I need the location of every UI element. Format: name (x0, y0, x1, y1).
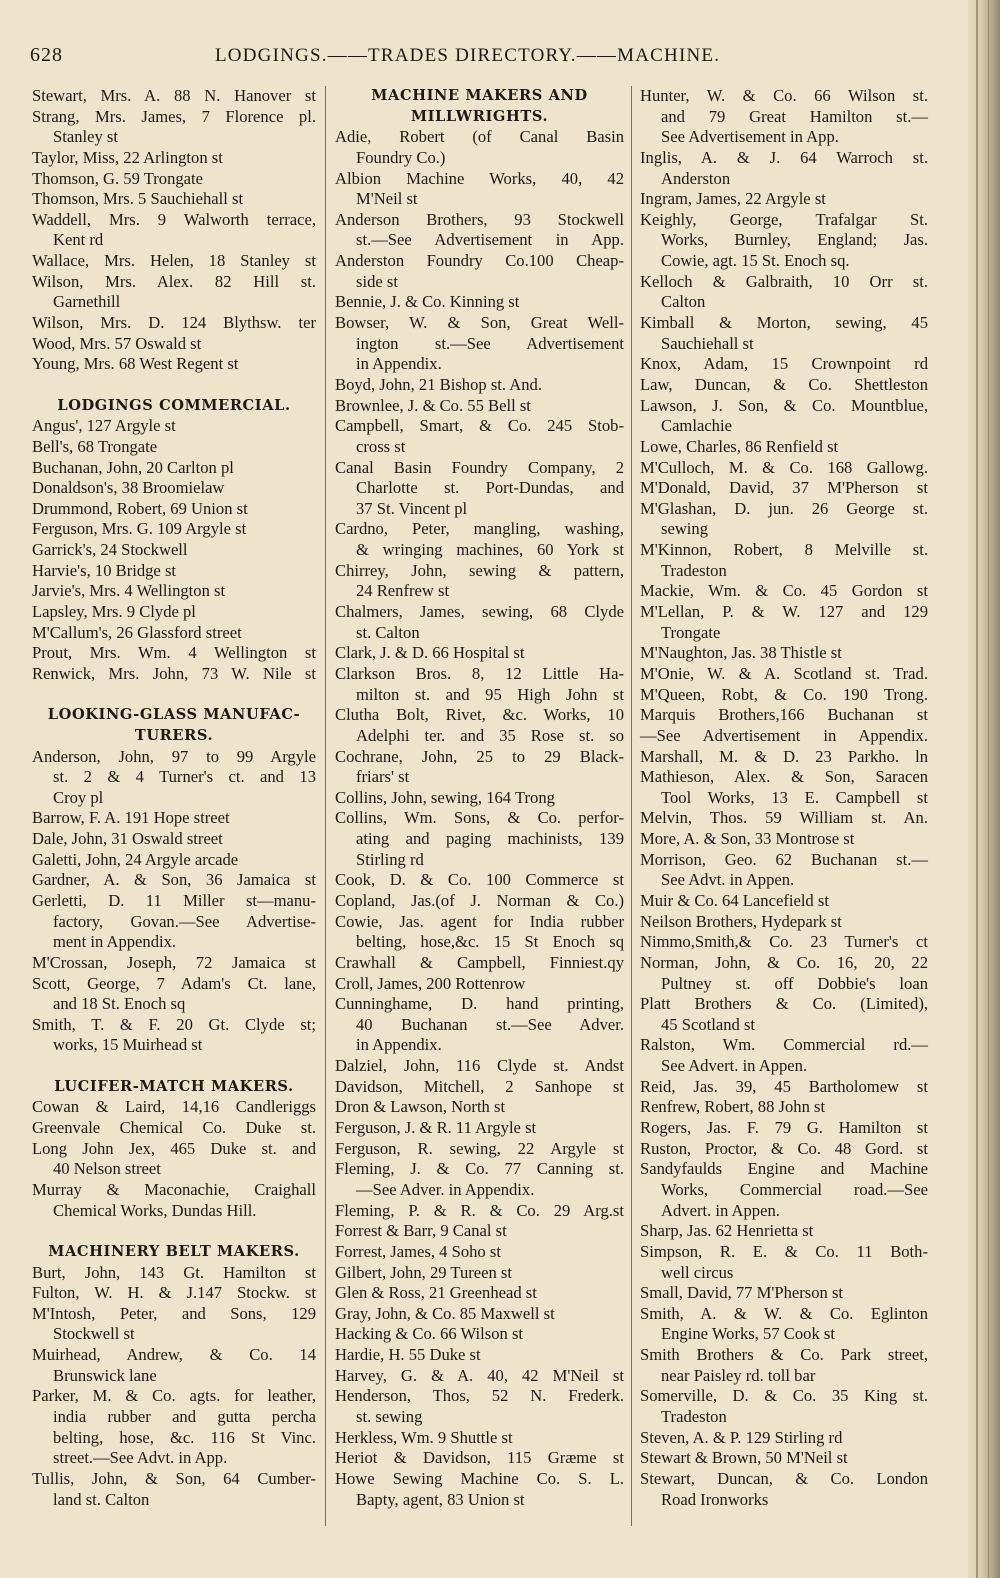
directory-entry-line: Kelloch & Galbraith, 10 Orr st. (640, 271, 928, 291)
directory-entry-line: More, A. & Son, 33 Montrose st (640, 829, 855, 849)
directory-entry-line: Charlotte st. Port-Dundas, and (356, 478, 624, 498)
directory-entry-line: 45 Scotland st (661, 1014, 756, 1034)
directory-entry-line: Lawson, J. Son, & Co. Mountblue, (640, 395, 928, 415)
directory-entry-line: Wood, Mrs. 57 Oswald st (32, 333, 202, 353)
directory-entry-line: Stewart & Brown, 50 M'Neil st (640, 1448, 848, 1468)
directory-entry-line: Neilson Brothers, Hydepark st (640, 911, 842, 931)
directory-entry-line: Sharp, Jas. 62 Henrietta st (640, 1221, 814, 1241)
directory-entry-line: st.—See Advertisement in App. (356, 230, 624, 250)
directory-entry-line: Croll, James, 200 Rottenrow (335, 973, 526, 993)
directory-entry-line: Buchanan, John, 20 Carlton pl (32, 457, 234, 477)
directory-entry-line: M'Donald, David, 37 M'Pherson st (640, 478, 928, 498)
directory-entry-line: & wringing machines, 60 York st (356, 540, 624, 560)
directory-entry-line: factory, Govan.—See Advertise- (53, 911, 316, 931)
directory-entry-line: Forrest & Barr, 9 Canal st (335, 1221, 507, 1241)
directory-entry-line: Sauchiehall st (661, 333, 754, 353)
directory-entry-line: Collins, Wm. Sons, & Co. perfor- (335, 808, 624, 828)
directory-entry-line: milton st. and 95 High John st (356, 684, 624, 704)
directory-entry-line: Platt Brothers & Co. (Limited), (640, 994, 928, 1014)
directory-entry-line: Thomson, Mrs. 5 Sauchiehall st (32, 189, 244, 209)
directory-entry-line: Mackie, Wm. & Co. 45 Gordon st (640, 581, 928, 601)
directory-entry-line: Works, Burnley, England; Jas. (661, 230, 928, 250)
directory-entry-line: Marshall, M. & D. 23 Parkho. ln (640, 746, 928, 766)
directory-entry-line: Inglis, A. & J. 64 Warroch st. (640, 147, 928, 167)
directory-entry-line: Garrick's, 24 Stockwell (32, 540, 188, 560)
directory-entry-line: Bell's, 68 Trongate (32, 436, 158, 456)
directory-entry-line: Cook, D. & Co. 100 Commerce st (335, 870, 624, 890)
directory-entry-line: M'Lellan, P. & W. 127 and 129 (640, 602, 928, 622)
directory-entry-line: Small, David, 77 M'Pherson st (640, 1283, 844, 1303)
directory-entry-line: Chirrey, John, sewing & pattern, (335, 560, 624, 580)
directory-entry-line: Smith, A. & W. & Co. Eglinton (640, 1303, 928, 1323)
page-header (30, 44, 930, 74)
page-number: 628 (30, 44, 63, 66)
directory-entry-line: M'Queen, Robt, & Co. 190 Trong. (640, 684, 928, 704)
directory-entry-line: Ingram, James, 22 Argyle st (640, 189, 826, 209)
directory-entry-line: Stockwell st (53, 1324, 135, 1344)
running-head: LODGINGS.——TRADES DIRECTORY.——MACHINE. (215, 45, 721, 66)
column-rule-1 (325, 86, 326, 1526)
directory-entry-line: 40 Nelson street (53, 1159, 161, 1179)
directory-entry-line: Adie, Robert (of Canal Basin (335, 127, 624, 147)
directory-entry-line: Garnethill (53, 292, 121, 312)
directory-entry-line: Stirling rd (356, 849, 424, 869)
directory-entry-line: well circus (661, 1262, 734, 1282)
section-heading: LOOKING-GLASS MANUFAC- (47, 706, 301, 724)
directory-entry-line: Calton (661, 292, 706, 312)
directory-entry-line: ating and paging machinists, 139 (356, 829, 624, 849)
directory-entry-line: Wallace, Mrs. Helen, 18 Stanley st (32, 251, 316, 271)
directory-entry-line: Davidson, Mitchell, 2 Sanhope st (335, 1076, 624, 1096)
directory-entry-line: Taylor, Miss, 22 Arlington st (32, 147, 223, 167)
directory-entry-line: M'Naughton, Jas. 38 Thistle st (640, 643, 842, 663)
directory-entry-line: 40 Buchanan st.—See Adver. (356, 1014, 624, 1034)
directory-entry-line: Hacking & Co. 66 Wilson st (335, 1324, 524, 1344)
directory-entry-line: Bapty, agent, 83 Union st (356, 1489, 525, 1509)
directory-entry-line: Albion Machine Works, 40, 42 (335, 168, 624, 188)
directory-entry-line: Knox, Adam, 15 Crownpoint rd (640, 354, 928, 374)
directory-entry-line: Somerville, D. & Co. 35 King st. (640, 1386, 928, 1406)
directory-entry-line: Cowie, agt. 15 St. Enoch sq. (661, 251, 850, 271)
directory-entry-line: and 79 Great Hamilton st.— (661, 106, 928, 126)
directory-entry-line: and 18 St. Enoch sq (53, 994, 186, 1014)
directory-entry-line: Collins, John, sewing, 164 Trong (335, 787, 555, 807)
directory-entry-line: M'Crossan, Joseph, 72 Jamaica st (32, 952, 316, 972)
directory-entry-line: side st (356, 271, 398, 291)
directory-entry-line: Fleming, J. & Co. 77 Canning st. (335, 1159, 624, 1179)
directory-entry-line: M'Intosh, Peter, and Sons, 129 (32, 1303, 316, 1323)
column-rule-2 (631, 86, 632, 1526)
directory-entry-line: Strang, Mrs. James, 7 Florence pl. (32, 106, 316, 126)
section-heading: MILLWRIGHTS. (410, 107, 549, 125)
section-gap (32, 1221, 316, 1242)
directory-entry-line: Dalziel, John, 116 Clyde st. Andst (335, 1056, 624, 1076)
directory-entry-line: 24 Renfrew st (356, 581, 450, 601)
directory-entry-line: Road Ironworks (661, 1489, 769, 1509)
section-heading: LODGINGS COMMERCIAL. (57, 396, 291, 414)
directory-entry-line: Cowie, Jas. agent for India rubber (335, 911, 624, 931)
directory-entry-line: Harvey, G. & A. 40, 42 M'Neil st (335, 1365, 624, 1385)
directory-entry-line: Murray & Maconachie, Craighall (32, 1179, 316, 1199)
section-gap (32, 1056, 316, 1077)
directory-entry-line: Melvin, Thos. 59 William st. An. (640, 808, 928, 828)
directory-entry-line: Croy pl (53, 787, 104, 807)
directory-column-2 (335, 86, 624, 1510)
directory-entry-line: Tradeston (661, 1407, 727, 1426)
directory-entry-line: belting, hose,&c. 15 St Enoch sq (356, 932, 624, 952)
directory-entry-line: Ruston, Proctor, & Co. 48 Gord. st (640, 1138, 928, 1158)
directory-entry-line: Boyd, John, 21 Bishop st. And. (335, 374, 542, 394)
directory-entry-line: Norman, John, & Co. 16, 20, 22 (640, 952, 928, 972)
directory-entry-line: Anderson, John, 97 to 99 Argyle (32, 746, 316, 766)
directory-entry-line: Bowser, W. & Son, Great Well- (335, 313, 624, 333)
directory-entry-line: Sandyfaulds Engine and Machine (640, 1159, 928, 1179)
directory-entry-line: Gerletti, D. 11 Miller st—manu- (32, 890, 316, 910)
directory-entry-line: Hardie, H. 55 Duke st (335, 1345, 481, 1365)
directory-entry-line: —See Adver. in Appendix. (356, 1179, 535, 1199)
directory-entry-line: Cochrane, John, 25 to 29 Black- (335, 746, 624, 766)
directory-entry-line: st. 2 & 4 Turner's ct. and 13 (53, 767, 316, 787)
directory-entry-line: Law, Duncan, & Co. Shettleston (640, 374, 928, 394)
directory-entry-line: Glen & Ross, 21 Greenhead st (335, 1283, 537, 1303)
directory-entry-line: Camlachie (661, 416, 732, 436)
directory-entry-line: india rubber and gutta percha (53, 1407, 316, 1426)
directory-entry-line: Dale, John, 31 Oswald street (32, 829, 223, 849)
directory-entry-line: M'Callum's, 26 Glassford street (32, 622, 242, 642)
directory-entry-line: works, 15 Muirhead st (53, 1035, 203, 1055)
directory-entry-line: Jarvie's, Mrs. 4 Wellington st (32, 581, 226, 601)
directory-entry-line: Campbell, Smart, & Co. 245 Stob- (335, 416, 624, 436)
section-heading: LUCIFER-MATCH MAKERS. (54, 1077, 294, 1095)
directory-entry-line: Thomson, G. 59 Trongate (32, 168, 204, 188)
directory-entry-line: ment in Appendix. (53, 932, 177, 952)
directory-entry-line: Foundry Co.) (356, 147, 446, 167)
directory-entry-line: Steven, A. & P. 129 Stirling rd (640, 1427, 843, 1447)
directory-entry-line: Tradeston (661, 560, 727, 580)
directory-entry-line: Barrow, F. A. 191 Hope street (32, 808, 230, 828)
directory-entry-line: Howe Sewing Machine Co. S. L. (335, 1468, 624, 1488)
directory-entry-line: Canal Basin Foundry Company, 2 (335, 457, 624, 477)
section-heading: MACHINERY BELT MAKERS. (48, 1242, 300, 1260)
directory-entry-line: Anderston Foundry Co.100 Cheap- (335, 251, 624, 271)
directory-entry-line: Forrest, James, 4 Soho st (335, 1241, 501, 1261)
directory-entry-line: Dron & Lawson, North st (335, 1097, 506, 1117)
directory-column-3 (640, 86, 928, 1510)
directory-entry-line: Gray, John, & Co. 85 Maxwell st (335, 1303, 555, 1323)
directory-entry-line: Chalmers, James, sewing, 68 Clyde (335, 602, 624, 622)
directory-entry-line: Wilson, Mrs. Alex. 82 Hill st. (32, 271, 316, 291)
directory-entry-line: Anderston (661, 168, 731, 188)
directory-entry-line: land st. Calton (53, 1489, 150, 1509)
directory-entry-line: Clark, J. & D. 66 Hospital st (335, 643, 525, 663)
directory-entry-line: Lowe, Charles, 86 Renfield st (640, 436, 839, 456)
directory-entry-line: Ralston, Wm. Commercial rd.— (640, 1035, 928, 1055)
directory-entry-line: Rogers, Jas. F. 79 G. Hamilton st (640, 1118, 928, 1138)
directory-entry-line: Works, Commercial road.—See (661, 1179, 928, 1199)
directory-entry-line: in Appendix. (356, 1035, 442, 1055)
directory-entry-line: 37 St. Vincent pl (356, 498, 468, 518)
directory-entry-line: Cowan & Laird, 14,16 Candleriggs (32, 1097, 316, 1117)
directory-entry-line: Fleming, P. & R. & Co. 29 Arg.st (335, 1200, 624, 1220)
directory-entry-line: Muirhead, Andrew, & Co. 14 (32, 1345, 316, 1365)
directory-entry-line: Kent rd (53, 230, 104, 250)
directory-entry-line: Harvie's, 10 Bridge st (32, 560, 177, 580)
directory-entry-line: Waddell, Mrs. 9 Walworth terrace, (32, 209, 316, 229)
directory-entry-line: Heriot & Davidson, 115 Græme st (335, 1448, 624, 1468)
directory-entry-line: Cunninghame, D. hand printing, (335, 994, 624, 1014)
directory-entry-line: st. sewing (356, 1407, 423, 1426)
directory-entry-line: Drummond, Robert, 69 Union st (32, 498, 248, 518)
directory-entry-line: Chemical Works, Dundas Hill. (53, 1200, 257, 1220)
directory-entry-line: See Advt. in Appen. (661, 870, 795, 890)
directory-entry-line: Advert. in Appen. (661, 1200, 780, 1220)
directory-entry-line: Anderson Brothers, 93 Stockwell (335, 209, 624, 229)
directory-entry-line: Stanley st (53, 127, 118, 147)
directory-entry-line: —See Advertisement in Appendix. (640, 725, 928, 745)
directory-entry-line: Morrison, Geo. 62 Buchanan st.— (640, 849, 928, 869)
directory-entry-line: Trongate (661, 622, 721, 642)
section-gap (32, 685, 316, 706)
directory-entry-line: in Appendix. (356, 354, 442, 374)
directory-entry-line: Gilbert, John, 29 Tureen st (335, 1262, 513, 1282)
directory-entry-line: sewing (661, 519, 709, 539)
directory-entry-line: Gardner, A. & Son, 36 Jamaica st (32, 870, 316, 890)
directory-entry-line: Burt, John, 143 Gt. Hamilton st (32, 1262, 316, 1282)
directory-entry-line: Smith, T. & F. 20 Gt. Clyde st; (32, 1014, 316, 1034)
directory-entry-line: Muir & Co. 64 Lancefield st (640, 890, 829, 910)
page-edge-shadow (968, 0, 1000, 1578)
directory-entry-line: M'Culloch, M. & Co. 168 Gallowg. (640, 457, 928, 477)
directory-entry-line: M'Kinnon, Robert, 8 Melville st. (640, 540, 928, 560)
section-heading: TURERS. (134, 726, 214, 744)
directory-entry-line: Pultney st. off Dobbie's loan (661, 973, 928, 993)
directory-entry-line: Young, Mrs. 68 West Regent st (32, 354, 239, 374)
directory-entry-line: Donaldson's, 38 Broomielaw (32, 478, 225, 498)
directory-entry-line: Parker, M. & Co. agts. for leather, (32, 1386, 316, 1406)
directory-entry-line: Long John Jex, 465 Duke st. and (32, 1138, 316, 1158)
directory-entry-line: Clarkson Bros. 8, 12 Little Ha- (335, 663, 624, 683)
directory-entry-line: Stewart, Duncan, & Co. London (640, 1468, 928, 1488)
directory-entry-line: See Advert. in Appen. (661, 1056, 808, 1076)
directory-entry-line: belting, hose, &c. 116 St Vinc. (53, 1427, 316, 1447)
directory-entry-line: st. Calton (356, 622, 420, 642)
directory-entry-line: Tullis, John, & Son, 64 Cumber- (32, 1468, 316, 1488)
directory-entry-line: Reid, Jas. 39, 45 Bartholomew st (640, 1076, 928, 1096)
directory-entry-line: Nimmo,Smith,& Co. 23 Turner's ct (640, 932, 928, 952)
directory-entry-line: Prout, Mrs. Wm. 4 Wellington st (32, 643, 316, 663)
directory-entry-line: Keighly, George, Trafalgar St. (640, 209, 928, 229)
directory-entry-line: Mathieson, Alex. & Son, Saracen (640, 767, 928, 787)
directory-entry-line: Hunter, W. & Co. 66 Wilson st. (640, 86, 928, 105)
directory-entry-line: Wilson, Mrs. D. 124 Blythsw. ter (32, 313, 316, 333)
directory-entry-line: Stewart, Mrs. A. 88 N. Hanover st (32, 86, 316, 105)
directory-entry-line: Bennie, J. & Co. Kinning st (335, 292, 520, 312)
directory-entry-line: street.—See Advt. in App. (53, 1448, 228, 1468)
directory-entry-line: Brownlee, J. & Co. 55 Bell st (335, 395, 531, 415)
directory-entry-line: Crawhall & Campbell, Finniest.qy (335, 952, 624, 972)
directory-entry-line: M'Neil st (356, 189, 418, 209)
directory-entry-line: Kimball & Morton, sewing, 45 (640, 313, 928, 333)
section-heading: MACHINE MAKERS AND (371, 87, 588, 104)
directory-entry-line: Cardno, Peter, mangling, washing, (335, 519, 624, 539)
directory-entry-line: Angus', 127 Argyle st (32, 416, 176, 436)
directory-column-1 (32, 86, 316, 1510)
directory-entry-line: Ferguson, Mrs. G. 109 Argyle st (32, 519, 247, 539)
directory-entry-line: Marquis Brothers,166 Buchanan st (640, 705, 928, 725)
directory-entry-line: Renwick, Mrs. John, 73 W. Nile st (32, 663, 316, 683)
directory-entry-line: See Advertisement in App. (661, 127, 839, 147)
directory-entry-line: M'Glashan, D. jun. 26 George st. (640, 498, 928, 518)
directory-entry-line: Renfrew, Robert, 88 John st (640, 1097, 826, 1117)
directory-entry-line: Greenvale Chemical Co. Duke st. (32, 1118, 316, 1138)
directory-entry-line: M'Onie, W. & A. Scotland st. Trad. (640, 663, 928, 683)
section-gap (32, 375, 316, 396)
directory-entry-line: Lapsley, Mrs. 9 Clyde pl (32, 602, 196, 622)
directory-entry-line: Henderson, Thos, 52 N. Frederk. (335, 1386, 624, 1406)
directory-entry-line: Simpson, R. E. & Co. 11 Both- (640, 1241, 928, 1261)
directory-entry-line: Scott, George, 7 Adam's Ct. lane, (32, 973, 316, 993)
directory-entry-line: Clutha Bolt, Rivet, &c. Works, 10 (335, 705, 624, 725)
directory-entry-line: Copland, Jas.(of J. Norman & Co.) (335, 890, 624, 910)
directory-entry-line: Fulton, W. H. & J.147 Stockw. st (32, 1283, 316, 1303)
directory-entry-line: ington st.—See Advertisement (356, 333, 624, 353)
directory-entry-line: Galetti, John, 24 Argyle arcade (32, 849, 239, 869)
directory-entry-line: Adelphi ter. and 35 Rose st. so (356, 725, 624, 745)
directory-entry-line: Smith Brothers & Co. Park street, (640, 1345, 928, 1365)
directory-entry-line: cross st (356, 436, 406, 456)
directory-entry-line: friars' st (356, 767, 410, 787)
directory-entry-line: Brunswick lane (53, 1365, 157, 1385)
directory-entry-line: Herkless, Wm. 9 Shuttle st (335, 1427, 513, 1447)
directory-entry-line: Tool Works, 13 E. Campbell st (661, 787, 928, 807)
directory-entry-line: Ferguson, J. & R. 11 Argyle st (335, 1118, 537, 1138)
directory-entry-line: Engine Works, 57 Cook st (661, 1324, 835, 1344)
directory-entry-line: near Paisley rd. toll bar (661, 1365, 816, 1385)
directory-entry-line: Ferguson, R. sewing, 22 Argyle st (335, 1138, 624, 1158)
